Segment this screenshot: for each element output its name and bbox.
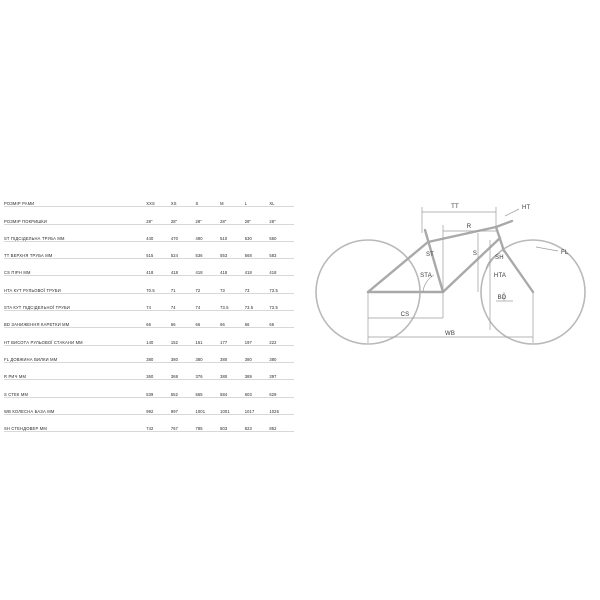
row-value: 803: [220, 414, 245, 431]
row-value: 565: [195, 380, 220, 397]
row-value: 66: [171, 311, 196, 328]
bike-geometry-diagram: [300, 185, 596, 365]
row-value: 66: [245, 311, 270, 328]
row-label: WB КОЛЕСНА БАЗА ММ: [4, 397, 146, 414]
table-body: [4, 207, 294, 432]
table-header-row: [4, 190, 294, 207]
table-row: [4, 380, 294, 397]
row-value: 73.5: [245, 293, 270, 310]
row-label: BD ЗАНИЖЕННЯ КАРЕТКИ ММ: [4, 311, 146, 328]
row-value: 629: [269, 380, 294, 397]
table-row: [4, 276, 294, 293]
top-tube: [428, 227, 496, 242]
row-value: 73.5: [269, 293, 294, 310]
row-value: 560: [269, 224, 294, 241]
row-value: 389: [245, 362, 270, 379]
row-value: 152: [171, 328, 196, 345]
row-label: FL ДОВЖИНА ВИЛКИ ММ: [4, 345, 146, 362]
row-value: 376: [195, 362, 220, 379]
row-value: 28": [269, 207, 294, 224]
row-value: 74: [195, 293, 220, 310]
row-value: 418: [195, 259, 220, 276]
row-value: 28": [220, 207, 245, 224]
row-label: STA КУТ ПІДСІДЕЛЬНОЇ ТРУБИ: [4, 293, 146, 310]
row-value: 360: [146, 362, 171, 379]
row-label: РОЗМІР ПОКРИШКИ: [4, 207, 146, 224]
row-label: SH СТЕНДОВЕР ММ: [4, 414, 146, 431]
row-value: 28": [146, 207, 171, 224]
row-value: 380: [171, 345, 196, 362]
label-st: ST: [425, 252, 435, 258]
row-value: 584: [220, 380, 245, 397]
row-value: 1026: [269, 397, 294, 414]
row-value: 440: [146, 224, 171, 241]
fork-tube: [503, 249, 533, 292]
row-value: 510: [220, 224, 245, 241]
row-value: 767: [171, 414, 196, 431]
table-header-s: S: [195, 190, 220, 207]
row-value: 73.5: [220, 293, 245, 310]
row-value: 222: [269, 328, 294, 345]
row-value: 1017: [245, 397, 270, 414]
handlebar-stem: [496, 221, 512, 227]
row-value: 177: [220, 328, 245, 345]
row-value: 70.5: [146, 276, 171, 293]
row-value: 73: [220, 276, 245, 293]
table-header-size-label: РОЗМІР РАМИ: [4, 190, 146, 207]
table-row: [4, 224, 294, 241]
row-label: S СТЕК ММ: [4, 380, 146, 397]
table-header-xxs: XXS: [146, 190, 171, 207]
row-value: 524: [171, 241, 196, 258]
row-value: 380: [146, 345, 171, 362]
row-value: 161: [195, 328, 220, 345]
row-value: 418: [220, 259, 245, 276]
label-sh: SH: [495, 255, 504, 261]
row-label: HTA КУТ РУЛЬОВОЇ ТРУБИ: [4, 276, 146, 293]
down-tube: [443, 238, 500, 292]
table-row: [4, 397, 294, 414]
row-value: 28": [195, 207, 220, 224]
row-value: 530: [245, 224, 270, 241]
row-value: 74: [171, 293, 196, 310]
row-value: 552: [171, 380, 196, 397]
row-value: 66: [269, 311, 294, 328]
row-value: 28": [245, 207, 270, 224]
label-ht: HT: [522, 205, 531, 211]
row-value: 553: [220, 241, 245, 258]
row-value: 73.5: [269, 276, 294, 293]
table-row: [4, 207, 294, 224]
label-bd: BD: [497, 295, 507, 301]
row-value: 380: [245, 345, 270, 362]
label-tt: TT: [451, 204, 459, 210]
dimension-lines: [368, 207, 558, 343]
label-cs: CS: [400, 312, 410, 318]
row-value: 66: [146, 311, 171, 328]
row-value: 73: [245, 276, 270, 293]
table-head: [4, 190, 294, 207]
row-value: 536: [195, 241, 220, 258]
row-value: 568: [245, 241, 270, 258]
row-value: 539: [146, 380, 171, 397]
row-value: 380: [220, 362, 245, 379]
row-value: 997: [171, 397, 196, 414]
row-label: TT ВЕРХНЯ ТРУБА ММ: [4, 241, 146, 258]
label-hta: HTA: [493, 273, 507, 279]
wheels-group: [316, 240, 585, 344]
table-row: [4, 345, 294, 362]
table-header-xs: XS: [171, 190, 196, 207]
row-value: 140: [146, 328, 171, 345]
table-header-l: L: [245, 190, 270, 207]
table-row: [4, 328, 294, 345]
row-value: 380: [269, 345, 294, 362]
row-value: 470: [171, 224, 196, 241]
ht-leader-line: [505, 209, 519, 216]
table-row: [4, 414, 294, 431]
row-value: 71: [171, 276, 196, 293]
row-value: 603: [245, 380, 270, 397]
label-wb: WB: [444, 331, 456, 337]
row-value: 397: [269, 362, 294, 379]
row-value: 823: [245, 414, 270, 431]
row-value: 418: [171, 259, 196, 276]
row-value: 418: [146, 259, 171, 276]
row-label: CS ПІРΗ ММ: [4, 259, 146, 276]
row-value: 418: [269, 259, 294, 276]
row-value: 418: [245, 259, 270, 276]
geometry-table: [4, 190, 294, 432]
label-sta: STA: [420, 273, 432, 279]
row-value: 490: [195, 224, 220, 241]
table-header-xl: XL: [269, 190, 294, 207]
row-value: 852: [269, 414, 294, 431]
table-row: [4, 311, 294, 328]
label-s: S: [472, 251, 478, 257]
frame-group: [368, 221, 533, 292]
table-row: [4, 259, 294, 276]
row-value: 742: [146, 414, 171, 431]
row-value: 72: [195, 276, 220, 293]
row-value: 380: [195, 345, 220, 362]
row-value: 583: [269, 241, 294, 258]
row-value: 368: [171, 362, 196, 379]
table-row: [4, 241, 294, 258]
row-label: HT ВИСОТА РУЛЬОВОЇ СТАКАНИ ММ: [4, 328, 146, 345]
label-fl: FL: [561, 250, 569, 256]
row-value: 74: [146, 293, 171, 310]
row-value: 66: [195, 311, 220, 328]
dimension-labels: [401, 204, 569, 337]
row-label: ST ПІДСІДЕЛЬНА ТРУБА ММ: [4, 224, 146, 241]
row-value: 515: [146, 241, 171, 258]
row-value: 66: [220, 311, 245, 328]
row-value: 28": [171, 207, 196, 224]
row-value: 380: [220, 345, 245, 362]
row-value: 1001: [195, 397, 220, 414]
row-value: 992: [146, 397, 171, 414]
row-value: 1001: [220, 397, 245, 414]
table-row: [4, 293, 294, 310]
row-value: 197: [245, 328, 270, 345]
row-label: R РИЧ ММ: [4, 362, 146, 379]
table-row: [4, 362, 294, 379]
table-header-m: M: [220, 190, 245, 207]
fl-leader-line: [536, 247, 558, 251]
label-r: R: [466, 224, 472, 230]
row-value: 785: [195, 414, 220, 431]
